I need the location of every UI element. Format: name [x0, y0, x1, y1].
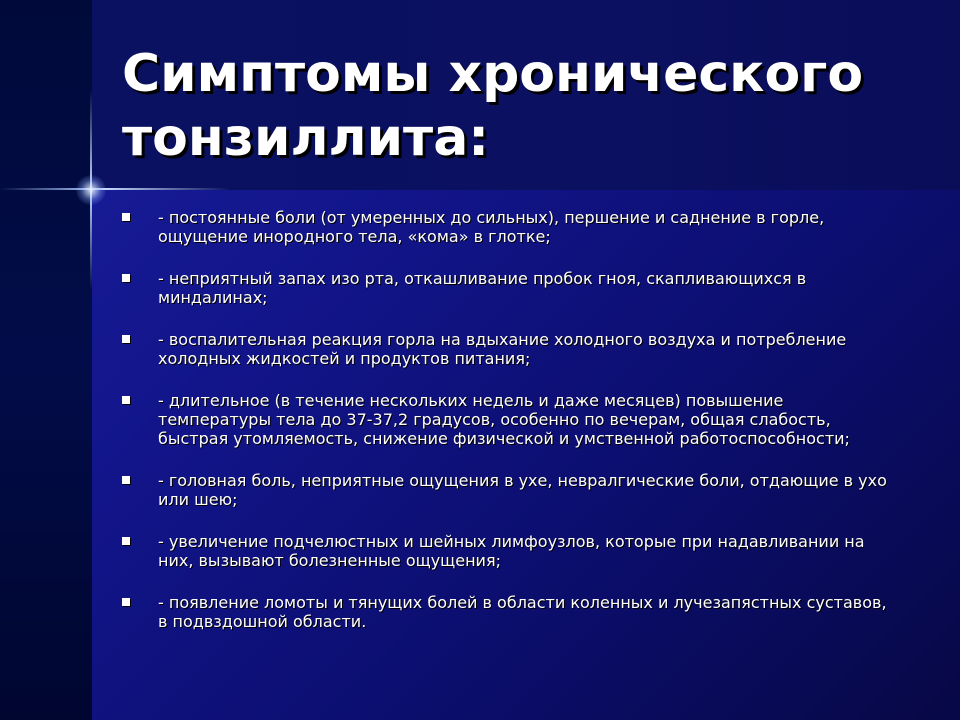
- square-bullet-icon: [122, 274, 130, 282]
- bullet-text: - воспалительная реакция горла на вдыхание холодного воздуха и потребление холодных жидкостей и продуктов питания;: [158, 330, 847, 368]
- bullet-item: [120, 391, 890, 448]
- slide-title: Симптомы хронического тонзиллита:: [122, 44, 864, 168]
- bullet-text: - неприятный запах изо рта, откашливание пробок гноя, скапливающихся в миндалинах;: [158, 269, 807, 307]
- square-bullet-icon: [122, 598, 130, 606]
- square-bullet-icon: [122, 476, 130, 484]
- bullet-text: - появление ломоты и тянущих болей в области коленных и лучезапястных суставов, в подвздошной области.: [158, 593, 887, 631]
- left-background-band: [0, 0, 92, 720]
- bullet-item: [120, 593, 890, 631]
- bullet-text: - постоянные боли (от умеренных до сильных), першение и саднение в горле, ощущение инородного тела, «кома» в глотке;: [158, 208, 825, 246]
- bullet-item: [120, 208, 890, 246]
- bullet-list: [120, 208, 890, 654]
- bullet-text: - длительное (в течение нескольких недель и даже месяцев) повышение температуры тела до 37-37,2 градусов, особенно по вечерам, общая слабость, быстрая утомляемость, снижение физической и умственной работоспособности;: [158, 391, 850, 448]
- sparkle-horizontal-ray: [0, 188, 230, 190]
- bullet-item: [120, 269, 890, 307]
- square-bullet-icon: [122, 537, 130, 545]
- bullet-item: [120, 471, 890, 509]
- square-bullet-icon: [122, 335, 130, 343]
- square-bullet-icon: [122, 213, 130, 221]
- sparkle-star-icon: [76, 175, 106, 205]
- bullet-text: - увеличение подчелюстных и шейных лимфоузлов, которые при надавливании на них, вызывают болезненные ощущения;: [158, 532, 865, 570]
- bullet-item: [120, 532, 890, 570]
- bullet-item: [120, 330, 890, 368]
- square-bullet-icon: [122, 396, 130, 404]
- bullet-text: - головная боль, неприятные ощущения в ухе, невралгические боли, отдающие в ухо или шею;: [158, 471, 887, 509]
